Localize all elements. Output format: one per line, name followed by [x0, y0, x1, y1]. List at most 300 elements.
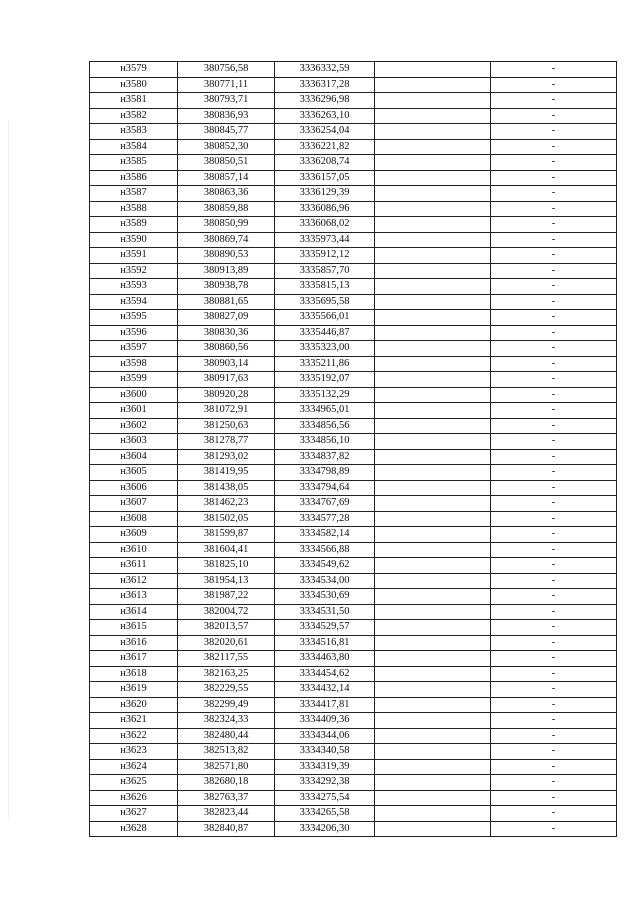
dash-cell: - — [491, 372, 617, 388]
table-row — [90, 697, 617, 713]
dash-cell: - — [491, 279, 617, 295]
table-row — [90, 108, 617, 124]
x-coordinate-cell: 380756,58 — [178, 62, 275, 78]
table-row — [90, 558, 617, 574]
point-id-cell: н3625 — [90, 775, 178, 791]
table-row — [90, 155, 617, 171]
dash-cell: - — [491, 232, 617, 248]
y-coordinate-cell: 3334292,38 — [275, 775, 375, 791]
dash-cell: - — [491, 310, 617, 326]
dash-cell: - — [491, 790, 617, 806]
point-id-cell: н3610 — [90, 542, 178, 558]
empty-cell — [375, 651, 491, 667]
y-coordinate-cell: 3334454,62 — [275, 666, 375, 682]
y-coordinate-cell: 3334409,36 — [275, 713, 375, 729]
table-row — [90, 821, 617, 837]
dash-cell: - — [491, 666, 617, 682]
point-id-cell: н3585 — [90, 155, 178, 171]
empty-cell — [375, 775, 491, 791]
point-id-cell: н3582 — [90, 108, 178, 124]
y-coordinate-cell: 3336263,10 — [275, 108, 375, 124]
table-row — [90, 604, 617, 620]
point-id-cell: н3592 — [90, 263, 178, 279]
empty-cell — [375, 341, 491, 357]
dash-cell: - — [491, 108, 617, 124]
dash-cell: - — [491, 62, 617, 78]
empty-cell — [375, 682, 491, 698]
x-coordinate-cell: 380863,36 — [178, 186, 275, 202]
table-row — [90, 759, 617, 775]
table-row — [90, 232, 617, 248]
table-row — [90, 480, 617, 496]
empty-cell — [375, 449, 491, 465]
x-coordinate-cell: 381438,05 — [178, 480, 275, 496]
point-id-cell: н3606 — [90, 480, 178, 496]
empty-cell — [375, 604, 491, 620]
dash-cell: - — [491, 341, 617, 357]
dash-cell: - — [491, 558, 617, 574]
empty-cell — [375, 186, 491, 202]
point-id-cell: н3607 — [90, 496, 178, 512]
dash-cell: - — [491, 511, 617, 527]
table-row — [90, 496, 617, 512]
dash-cell: - — [491, 217, 617, 233]
table-row — [90, 790, 617, 806]
point-id-cell: н3579 — [90, 62, 178, 78]
y-coordinate-cell: 3334417,81 — [275, 697, 375, 713]
dash-cell: - — [491, 480, 617, 496]
point-id-cell: н3626 — [90, 790, 178, 806]
x-coordinate-cell: 382004,72 — [178, 604, 275, 620]
point-id-cell: н3617 — [90, 651, 178, 667]
empty-cell — [375, 139, 491, 155]
x-coordinate-cell: 380913,89 — [178, 263, 275, 279]
empty-cell — [375, 434, 491, 450]
empty-cell — [375, 248, 491, 264]
point-id-cell: н3614 — [90, 604, 178, 620]
table-row — [90, 170, 617, 186]
dash-cell: - — [491, 542, 617, 558]
point-id-cell: н3595 — [90, 310, 178, 326]
table-row — [90, 403, 617, 419]
x-coordinate-cell: 380852,30 — [178, 139, 275, 155]
x-coordinate-cell: 380850,51 — [178, 155, 275, 171]
empty-cell — [375, 790, 491, 806]
table-row — [90, 449, 617, 465]
x-coordinate-cell: 380827,09 — [178, 310, 275, 326]
empty-cell — [375, 573, 491, 589]
empty-cell — [375, 728, 491, 744]
empty-cell — [375, 372, 491, 388]
dash-cell: - — [491, 186, 617, 202]
y-coordinate-cell: 3335695,58 — [275, 294, 375, 310]
y-coordinate-cell: 3335815,13 — [275, 279, 375, 295]
y-coordinate-cell: 3336296,98 — [275, 93, 375, 109]
empty-cell — [375, 697, 491, 713]
y-coordinate-cell: 3334340,58 — [275, 744, 375, 760]
empty-cell — [375, 62, 491, 78]
y-coordinate-cell: 3334582,14 — [275, 527, 375, 543]
point-id-cell: н3618 — [90, 666, 178, 682]
empty-cell — [375, 387, 491, 403]
empty-cell — [375, 325, 491, 341]
empty-cell — [375, 310, 491, 326]
x-coordinate-cell: 380920,28 — [178, 387, 275, 403]
table-row — [90, 635, 617, 651]
point-id-cell: н3586 — [90, 170, 178, 186]
x-coordinate-cell: 382229,55 — [178, 682, 275, 698]
point-id-cell: н3611 — [90, 558, 178, 574]
x-coordinate-cell: 381954,13 — [178, 573, 275, 589]
table-row — [90, 573, 617, 589]
table-row — [90, 465, 617, 481]
point-id-cell: н3584 — [90, 139, 178, 155]
table-row — [90, 682, 617, 698]
dash-cell: - — [491, 387, 617, 403]
empty-cell — [375, 620, 491, 636]
dash-cell: - — [491, 589, 617, 605]
table-row — [90, 620, 617, 636]
x-coordinate-cell: 380860,56 — [178, 341, 275, 357]
empty-cell — [375, 403, 491, 419]
x-coordinate-cell: 381987,22 — [178, 589, 275, 605]
y-coordinate-cell: 3335323,00 — [275, 341, 375, 357]
table-row — [90, 201, 617, 217]
y-coordinate-cell: 3335912,12 — [275, 248, 375, 264]
dash-cell: - — [491, 93, 617, 109]
point-id-cell: н3619 — [90, 682, 178, 698]
table-row — [90, 775, 617, 791]
point-id-cell: н3624 — [90, 759, 178, 775]
x-coordinate-cell: 382013,57 — [178, 620, 275, 636]
x-coordinate-cell: 381278,77 — [178, 434, 275, 450]
x-coordinate-cell: 382117,55 — [178, 651, 275, 667]
y-coordinate-cell: 3334344,06 — [275, 728, 375, 744]
table-row — [90, 527, 617, 543]
empty-cell — [375, 806, 491, 822]
dash-cell: - — [491, 77, 617, 93]
dash-cell: - — [491, 263, 617, 279]
point-id-cell: н3593 — [90, 279, 178, 295]
coordinates-table — [89, 61, 617, 837]
y-coordinate-cell: 3334530,69 — [275, 589, 375, 605]
x-coordinate-cell: 382840,87 — [178, 821, 275, 837]
y-coordinate-cell: 3336332,59 — [275, 62, 375, 78]
y-coordinate-cell: 3334275,54 — [275, 790, 375, 806]
y-coordinate-cell: 3336208,74 — [275, 155, 375, 171]
dash-cell: - — [491, 434, 617, 450]
table-row — [90, 713, 617, 729]
empty-cell — [375, 666, 491, 682]
table-row — [90, 186, 617, 202]
x-coordinate-cell: 380890,53 — [178, 248, 275, 264]
table-row — [90, 248, 617, 264]
point-id-cell: н3605 — [90, 465, 178, 481]
y-coordinate-cell: 3336254,04 — [275, 124, 375, 140]
point-id-cell: н3583 — [90, 124, 178, 140]
y-coordinate-cell: 3336086,96 — [275, 201, 375, 217]
point-id-cell: н3622 — [90, 728, 178, 744]
y-coordinate-cell: 3335211,86 — [275, 356, 375, 372]
dash-cell: - — [491, 124, 617, 140]
y-coordinate-cell: 3334965,01 — [275, 403, 375, 419]
table-row — [90, 511, 617, 527]
x-coordinate-cell: 382763,37 — [178, 790, 275, 806]
table-row — [90, 744, 617, 760]
table-row — [90, 356, 617, 372]
y-coordinate-cell: 3334432,14 — [275, 682, 375, 698]
dash-cell: - — [491, 527, 617, 543]
y-coordinate-cell: 3336157,05 — [275, 170, 375, 186]
point-id-cell: н3623 — [90, 744, 178, 760]
x-coordinate-cell: 382163,25 — [178, 666, 275, 682]
table-row — [90, 651, 617, 667]
table-row — [90, 62, 617, 78]
point-id-cell: н3590 — [90, 232, 178, 248]
y-coordinate-cell: 3334577,28 — [275, 511, 375, 527]
empty-cell — [375, 558, 491, 574]
x-coordinate-cell: 380793,71 — [178, 93, 275, 109]
point-id-cell: н3600 — [90, 387, 178, 403]
x-coordinate-cell: 381502,05 — [178, 511, 275, 527]
point-id-cell: н3621 — [90, 713, 178, 729]
y-coordinate-cell: 3334566,88 — [275, 542, 375, 558]
y-coordinate-cell: 3335857,70 — [275, 263, 375, 279]
dash-cell: - — [491, 604, 617, 620]
x-coordinate-cell: 381419,95 — [178, 465, 275, 481]
point-id-cell: н3588 — [90, 201, 178, 217]
x-coordinate-cell: 382571,80 — [178, 759, 275, 775]
x-coordinate-cell: 380938,78 — [178, 279, 275, 295]
empty-cell — [375, 635, 491, 651]
margin-dotted-line — [8, 120, 15, 820]
empty-cell — [375, 155, 491, 171]
x-coordinate-cell: 382513,82 — [178, 744, 275, 760]
x-coordinate-cell: 380903,14 — [178, 356, 275, 372]
table-row — [90, 434, 617, 450]
point-id-cell: н3596 — [90, 325, 178, 341]
empty-cell — [375, 821, 491, 837]
point-id-cell: н3627 — [90, 806, 178, 822]
table-row — [90, 77, 617, 93]
dash-cell: - — [491, 356, 617, 372]
empty-cell — [375, 744, 491, 760]
table-row — [90, 418, 617, 434]
y-coordinate-cell: 3336221,82 — [275, 139, 375, 155]
x-coordinate-cell: 380881,65 — [178, 294, 275, 310]
empty-cell — [375, 263, 491, 279]
x-coordinate-cell: 381072,91 — [178, 403, 275, 419]
table-row — [90, 93, 617, 109]
dash-cell: - — [491, 496, 617, 512]
table-row — [90, 387, 617, 403]
point-id-cell: н3598 — [90, 356, 178, 372]
x-coordinate-cell: 382299,49 — [178, 697, 275, 713]
dash-cell: - — [491, 651, 617, 667]
empty-cell — [375, 294, 491, 310]
table-row — [90, 217, 617, 233]
table-row — [90, 666, 617, 682]
dash-cell: - — [491, 775, 617, 791]
point-id-cell: н3616 — [90, 635, 178, 651]
x-coordinate-cell: 381462,23 — [178, 496, 275, 512]
empty-cell — [375, 465, 491, 481]
x-coordinate-cell: 382823,44 — [178, 806, 275, 822]
table-row — [90, 542, 617, 558]
table-row — [90, 310, 617, 326]
dash-cell: - — [491, 201, 617, 217]
table-row — [90, 124, 617, 140]
x-coordinate-cell: 382020,61 — [178, 635, 275, 651]
y-coordinate-cell: 3334531,50 — [275, 604, 375, 620]
dash-cell: - — [491, 744, 617, 760]
x-coordinate-cell: 382324,33 — [178, 713, 275, 729]
x-coordinate-cell: 380771,11 — [178, 77, 275, 93]
dash-cell: - — [491, 294, 617, 310]
dash-cell: - — [491, 821, 617, 837]
dash-cell: - — [491, 139, 617, 155]
empty-cell — [375, 77, 491, 93]
x-coordinate-cell: 381293,02 — [178, 449, 275, 465]
point-id-cell: н3589 — [90, 217, 178, 233]
table-row — [90, 279, 617, 295]
point-id-cell: н3601 — [90, 403, 178, 419]
point-id-cell: н3628 — [90, 821, 178, 837]
y-coordinate-cell: 3335973,44 — [275, 232, 375, 248]
table-row — [90, 139, 617, 155]
point-id-cell: н3591 — [90, 248, 178, 264]
x-coordinate-cell: 380859,88 — [178, 201, 275, 217]
y-coordinate-cell: 3334856,56 — [275, 418, 375, 434]
empty-cell — [375, 542, 491, 558]
x-coordinate-cell: 380917,63 — [178, 372, 275, 388]
point-id-cell: н3613 — [90, 589, 178, 605]
dash-cell: - — [491, 697, 617, 713]
point-id-cell: н3609 — [90, 527, 178, 543]
y-coordinate-cell: 3334516,81 — [275, 635, 375, 651]
empty-cell — [375, 201, 491, 217]
empty-cell — [375, 217, 491, 233]
y-coordinate-cell: 3334856,10 — [275, 434, 375, 450]
table-row — [90, 806, 617, 822]
y-coordinate-cell: 3334463,80 — [275, 651, 375, 667]
point-id-cell: н3602 — [90, 418, 178, 434]
y-coordinate-cell: 3335446,87 — [275, 325, 375, 341]
dash-cell: - — [491, 573, 617, 589]
x-coordinate-cell: 380850,99 — [178, 217, 275, 233]
coordinates-table-body — [90, 62, 617, 837]
y-coordinate-cell: 3336068,02 — [275, 217, 375, 233]
y-coordinate-cell: 3334798,89 — [275, 465, 375, 481]
empty-cell — [375, 527, 491, 543]
y-coordinate-cell: 3334549,62 — [275, 558, 375, 574]
y-coordinate-cell: 3336317,28 — [275, 77, 375, 93]
point-id-cell: н3597 — [90, 341, 178, 357]
x-coordinate-cell: 380836,93 — [178, 108, 275, 124]
y-coordinate-cell: 3334534,00 — [275, 573, 375, 589]
y-coordinate-cell: 3334265,58 — [275, 806, 375, 822]
x-coordinate-cell: 381599,87 — [178, 527, 275, 543]
table-row — [90, 589, 617, 605]
dash-cell: - — [491, 635, 617, 651]
x-coordinate-cell: 382480,44 — [178, 728, 275, 744]
dash-cell: - — [491, 806, 617, 822]
empty-cell — [375, 93, 491, 109]
dash-cell: - — [491, 759, 617, 775]
empty-cell — [375, 279, 491, 295]
x-coordinate-cell: 381250,63 — [178, 418, 275, 434]
y-coordinate-cell: 3335132,29 — [275, 387, 375, 403]
dash-cell: - — [491, 418, 617, 434]
point-id-cell: н3599 — [90, 372, 178, 388]
dash-cell: - — [491, 713, 617, 729]
x-coordinate-cell: 382680,18 — [178, 775, 275, 791]
dash-cell: - — [491, 449, 617, 465]
point-id-cell: н3603 — [90, 434, 178, 450]
dash-cell: - — [491, 325, 617, 341]
empty-cell — [375, 759, 491, 775]
empty-cell — [375, 589, 491, 605]
empty-cell — [375, 496, 491, 512]
y-coordinate-cell: 3334837,82 — [275, 449, 375, 465]
y-coordinate-cell: 3334529,57 — [275, 620, 375, 636]
y-coordinate-cell: 3336129,39 — [275, 186, 375, 202]
empty-cell — [375, 713, 491, 729]
y-coordinate-cell: 3335192,07 — [275, 372, 375, 388]
empty-cell — [375, 108, 491, 124]
point-id-cell: н3581 — [90, 93, 178, 109]
y-coordinate-cell: 3334206,30 — [275, 821, 375, 837]
empty-cell — [375, 356, 491, 372]
y-coordinate-cell: 3334794,64 — [275, 480, 375, 496]
x-coordinate-cell: 380830,36 — [178, 325, 275, 341]
y-coordinate-cell: 3334319,39 — [275, 759, 375, 775]
empty-cell — [375, 232, 491, 248]
table-row — [90, 325, 617, 341]
dash-cell: - — [491, 155, 617, 171]
point-id-cell: н3608 — [90, 511, 178, 527]
point-id-cell: н3620 — [90, 697, 178, 713]
point-id-cell: н3604 — [90, 449, 178, 465]
point-id-cell: н3612 — [90, 573, 178, 589]
dash-cell: - — [491, 170, 617, 186]
empty-cell — [375, 170, 491, 186]
point-id-cell: н3594 — [90, 294, 178, 310]
dash-cell: - — [491, 465, 617, 481]
dash-cell: - — [491, 620, 617, 636]
x-coordinate-cell: 380845,77 — [178, 124, 275, 140]
empty-cell — [375, 418, 491, 434]
dash-cell: - — [491, 248, 617, 264]
x-coordinate-cell: 381825,10 — [178, 558, 275, 574]
empty-cell — [375, 124, 491, 140]
table-row — [90, 294, 617, 310]
point-id-cell: н3587 — [90, 186, 178, 202]
table-row — [90, 263, 617, 279]
table-row — [90, 341, 617, 357]
empty-cell — [375, 480, 491, 496]
x-coordinate-cell: 381604,41 — [178, 542, 275, 558]
table-row — [90, 728, 617, 744]
dash-cell: - — [491, 728, 617, 744]
empty-cell — [375, 511, 491, 527]
x-coordinate-cell: 380869,74 — [178, 232, 275, 248]
dash-cell: - — [491, 682, 617, 698]
point-id-cell: н3580 — [90, 77, 178, 93]
x-coordinate-cell: 380857,14 — [178, 170, 275, 186]
point-id-cell: н3615 — [90, 620, 178, 636]
y-coordinate-cell: 3334767,69 — [275, 496, 375, 512]
